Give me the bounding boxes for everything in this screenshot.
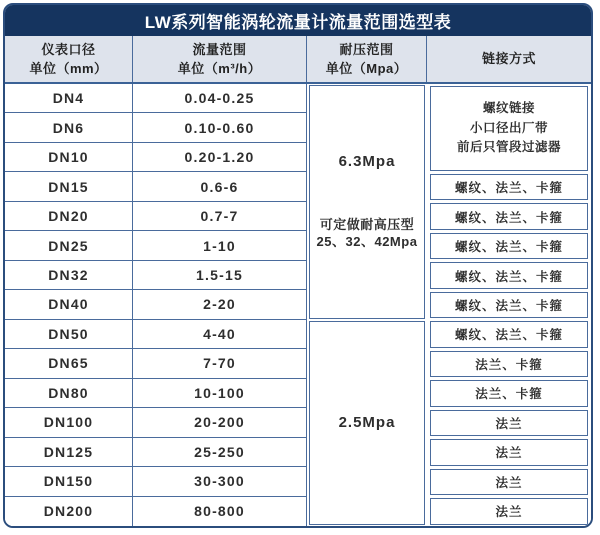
connection-small-line3: 前后只管段过滤器 xyxy=(456,139,561,154)
flowmeter-selection-table xyxy=(3,3,593,528)
pressure-high-value: 6.3Mpa xyxy=(338,152,396,170)
diameter-cell: DN40 xyxy=(5,290,133,319)
header-cell-flow xyxy=(133,36,307,82)
diameter-cell: DN50 xyxy=(5,320,133,349)
connection-cell: 螺纹、法兰、卡箍 xyxy=(430,233,588,259)
flow-range-cell: 10-100 xyxy=(133,379,307,408)
connection-small-line2: 小口径出厂带 xyxy=(469,120,548,135)
connection-cell: 螺纹、法兰、卡箍 xyxy=(430,174,588,200)
header-cell-connection xyxy=(427,36,591,82)
diameter-cell: DN25 xyxy=(5,231,133,260)
diameter-cell: DN100 xyxy=(5,408,133,437)
diameter-cell: DN4 xyxy=(5,84,133,113)
table-header xyxy=(5,36,591,84)
flow-range-cell: 0.20-1.20 xyxy=(133,143,307,172)
header-connection-label: 链接方式 xyxy=(481,51,536,67)
header-pressure-line2: 单位（Mpa） xyxy=(325,61,408,76)
header-diameter-line2: 单位（mm） xyxy=(29,61,108,76)
pressure-high-note xyxy=(317,216,418,251)
diameter-cell: DN200 xyxy=(5,497,133,526)
connection-cell: 法兰 xyxy=(430,410,588,436)
header-cell-pressure xyxy=(307,36,427,82)
header-cell-diameter xyxy=(5,36,133,82)
flow-range-cell: 2-20 xyxy=(133,290,307,319)
diameter-cell: DN150 xyxy=(5,467,133,496)
diameter-cell: DN6 xyxy=(5,113,133,142)
pressure-high-note-line1: 可定做耐高压型 xyxy=(319,216,415,232)
header-flow-line2: 单位（m³/h） xyxy=(177,61,262,76)
pressure-cell-low xyxy=(309,321,425,525)
diameter-cell: DN125 xyxy=(5,438,133,467)
flow-range-cell: 80-800 xyxy=(133,497,307,526)
diameter-cell: DN15 xyxy=(5,172,133,201)
flow-range-cell: 20-200 xyxy=(133,408,307,437)
flow-range-cell: 25-250 xyxy=(133,438,307,467)
flow-range-cell: 7-70 xyxy=(133,349,307,378)
connection-cell: 法兰 xyxy=(430,439,588,465)
flow-range-cell: 0.10-0.60 xyxy=(133,113,307,142)
connection-small-line1: 螺纹链接 xyxy=(482,101,535,116)
table-body xyxy=(5,84,591,526)
flow-range-cell: 4-40 xyxy=(133,320,307,349)
connection-cell: 螺纹、法兰、卡箍 xyxy=(430,203,588,229)
flow-range-cell: 30-300 xyxy=(133,467,307,496)
flow-range-cell: 0.04-0.25 xyxy=(133,84,307,113)
flow-range-cell: 1.5-15 xyxy=(133,261,307,290)
flow-range-cell: 0.6-6 xyxy=(133,172,307,201)
diameter-cell: DN32 xyxy=(5,261,133,290)
diameter-cell: DN80 xyxy=(5,379,133,408)
connection-cell: 螺纹、法兰、卡箍 xyxy=(430,321,588,347)
flow-range-cell: 1-10 xyxy=(133,231,307,260)
connection-cell: 螺纹、法兰、卡箍 xyxy=(430,292,588,318)
connection-cell: 法兰、卡箍 xyxy=(430,380,588,406)
header-diameter-line1: 仪表口径 xyxy=(41,41,96,57)
connection-cell: 螺纹、法兰、卡箍 xyxy=(430,262,588,288)
diameter-cell: DN10 xyxy=(5,143,133,172)
header-pressure-line1: 耐压范围 xyxy=(339,41,394,57)
connection-cell-small-bore xyxy=(430,86,588,171)
pressure-cell-high xyxy=(309,85,425,319)
connection-cell: 法兰 xyxy=(430,469,588,495)
connection-cell: 法兰、卡箍 xyxy=(430,351,588,377)
header-flow-line1: 流量范围 xyxy=(192,41,247,57)
pressure-high-note-line2: 25、32、42Mpa xyxy=(316,234,418,250)
pressure-low-value: 2.5Mpa xyxy=(338,414,396,432)
flow-range-cell: 0.7-7 xyxy=(133,202,307,231)
connection-cell: 法兰 xyxy=(430,498,588,524)
table-title: LW系列智能涡轮流量计流量范围选型表 xyxy=(5,5,591,36)
diameter-cell: DN65 xyxy=(5,349,133,378)
diameter-cell: DN20 xyxy=(5,202,133,231)
